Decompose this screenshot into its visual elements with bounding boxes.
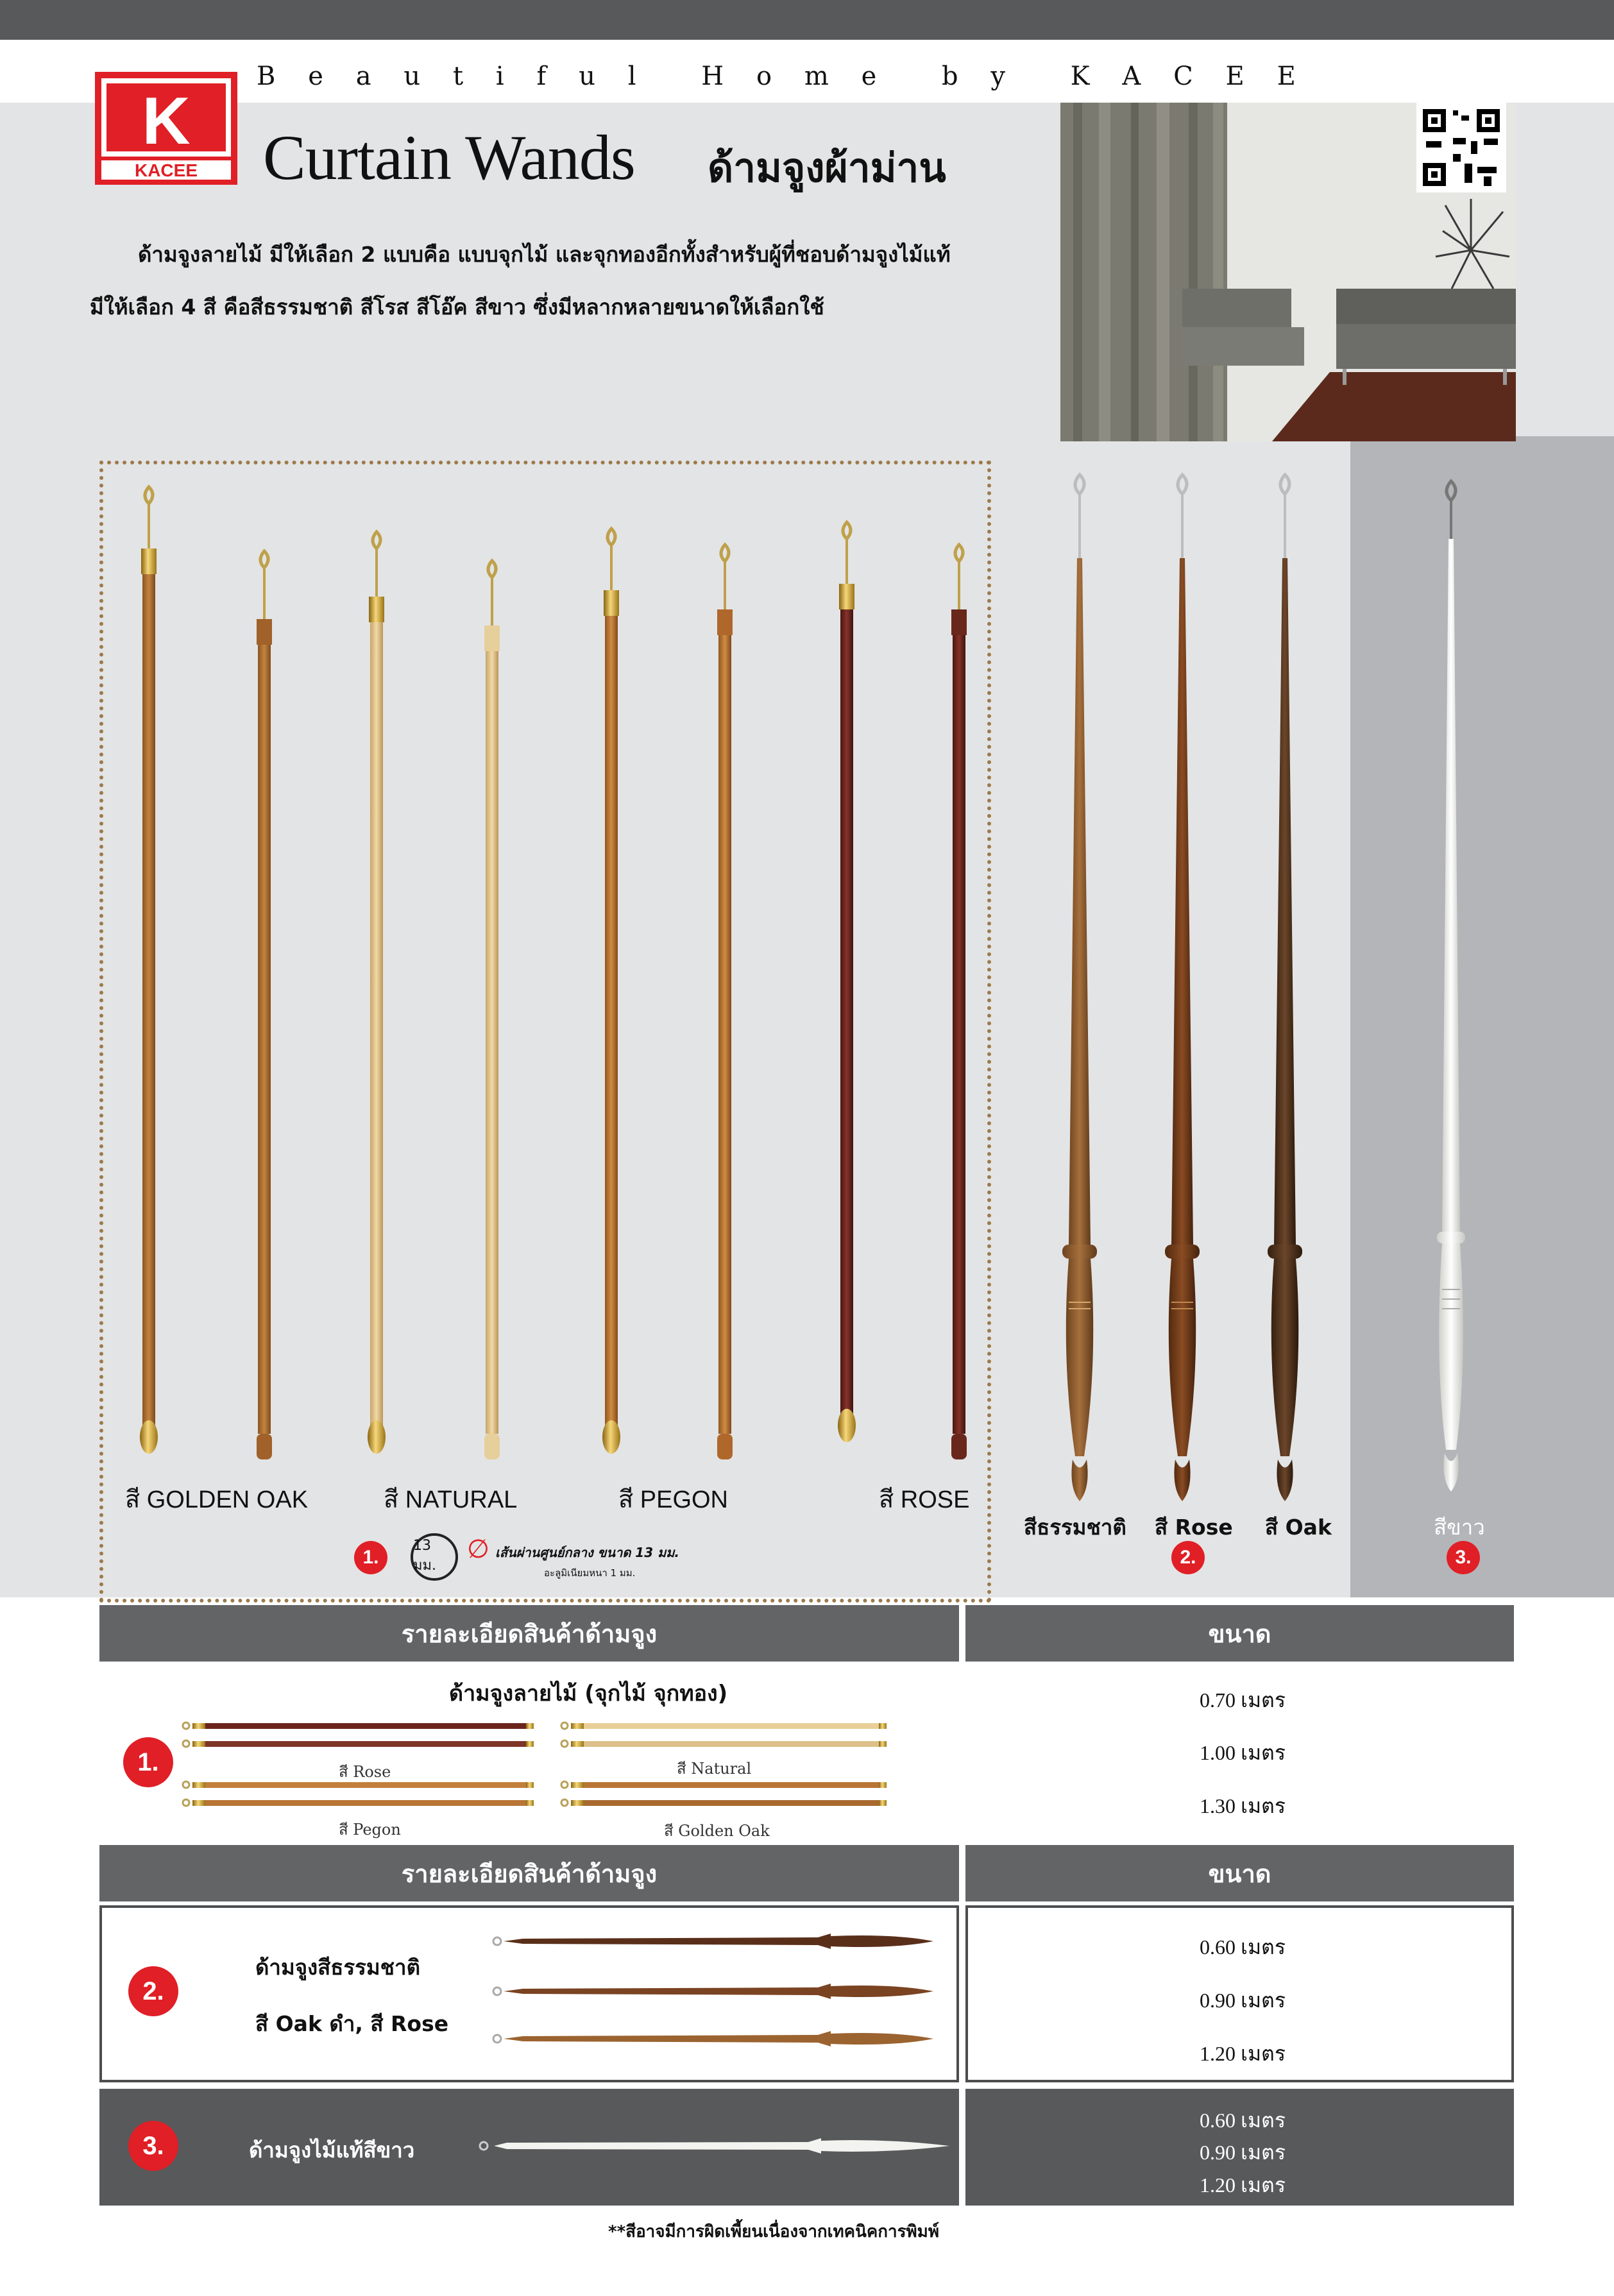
diameter-note: เส้นผ่านศูนย์กลาง ขนาด 13 มม. <box>495 1545 680 1560</box>
label-rose-wood: สี Rose <box>1155 1515 1233 1540</box>
badge-3: 3. <box>1447 1541 1480 1574</box>
row3-wand-swatch <box>475 2133 962 2159</box>
room-photo <box>1060 103 1516 441</box>
label-natural: สี NATURAL <box>384 1486 518 1513</box>
wand-white-tapered <box>1437 481 1465 1492</box>
table2-header-detail: รายละเอียดสินค้าด้ามจูง <box>99 1845 959 1901</box>
thickness-note: อะลูมิเนียมหนา 1 มม. <box>544 1567 636 1579</box>
row2-badge: 2. <box>128 1966 178 2016</box>
wand-golden-oak-wood-cap <box>257 551 272 1459</box>
wand-rose-gold-cap <box>838 522 856 1442</box>
row2-size-2: 0.90 เมตร <box>1200 1989 1286 2012</box>
swatch-natural-2 <box>561 1740 887 1747</box>
row1-size-1: 0.70 เมตร <box>1200 1688 1286 1712</box>
swatch-rose-wand <box>493 1984 933 1999</box>
table2-header-size: ขนาด <box>965 1845 1514 1901</box>
table1-header-detail: รายละเอียดสินค้าด้ามจูง <box>99 1605 959 1662</box>
kacee-logo <box>95 72 237 185</box>
wand-rose-wood-cap <box>951 545 967 1459</box>
row1-label-rose: สี Rose <box>339 1763 391 1781</box>
row3-size-3: 1.20 เมตร <box>1200 2173 1286 2197</box>
row3-badge: 3. <box>128 2121 178 2171</box>
row2-subtitle: สี Oak ดำ, สี Rose <box>255 2011 449 2036</box>
footnote: **สีอาจมีการผิดเพี้ยนเนื่องจากเทคนิคการพิมพ์ <box>608 2222 939 2241</box>
intro-line-1: ด้ามจูงลายไม้ มีให้เลือก 2 แบบคือ แบบจุกไม้ และจุกทองอีกทั้งสำหรับผู้ที่ชอบด้ามจูงไม้แท้ <box>138 242 951 267</box>
swatch-oak-wand <box>493 1934 933 1949</box>
badge-1: 1. <box>354 1541 387 1574</box>
row1-label-golden-oak: สี Golden Oak <box>664 1822 770 1840</box>
page-title-thai: ด้ามจูงผ้าม่าน <box>708 144 946 191</box>
row1-size-2: 1.00 เมตร <box>1200 1741 1286 1764</box>
intro-line-2: มีให้เลือก 4 สี คือสีธรรมชาติ สีโรส สีโอ๊ค สีขาว ซึ่งมีหลากหลายขนาดให้เลือกใช้ <box>90 294 824 319</box>
swatch-golden-oak-2 <box>561 1799 887 1806</box>
label-oak-wood: สี Oak <box>1265 1515 1332 1540</box>
wand-oak-tapered <box>1268 475 1302 1501</box>
row3-size-2: 0.90 เมตร <box>1200 2141 1286 2164</box>
table1-header-size: ขนาด <box>965 1605 1514 1662</box>
row1-badge: 1. <box>123 1737 173 1787</box>
row1-label-pegon: สี Pegon <box>339 1821 401 1839</box>
label-pegon: สี PEGON <box>618 1486 728 1513</box>
wand-rose-tapered <box>1165 475 1200 1501</box>
label-natural-wood: สีธรรมชาติ <box>1024 1515 1126 1540</box>
row3-title: ด้ามจูงไม้แท้สีขาว <box>249 2138 415 2163</box>
row2-size-3: 1.20 เมตร <box>1200 2042 1286 2065</box>
swatch-rose <box>183 1722 534 1729</box>
curtain <box>1060 103 1227 441</box>
tagline: B e a u t i f u l H o m e b y K A C E E <box>257 62 1296 91</box>
qr-code <box>1416 103 1506 192</box>
label-golden-oak: สี GOLDEN OAK <box>125 1486 309 1513</box>
row1-title: ด้ามจูงลายไม้ (จุกไม้ จุกทอง) <box>449 1681 728 1706</box>
logo-text: KACEE <box>134 160 198 180</box>
wand-natural-tapered <box>1062 475 1097 1501</box>
row3-size-1: 0.60 เมตร <box>1200 2109 1286 2132</box>
wand-natural-wood-cap <box>484 561 500 1459</box>
row1-label-natural: สี Natural <box>677 1760 752 1778</box>
wand-pegon-gold-cap <box>602 529 620 1454</box>
page-title: Curtain Wands <box>263 122 635 193</box>
swatch-pegon-2 <box>183 1799 534 1806</box>
badge-2: 2. <box>1171 1541 1205 1574</box>
row2-title: ด้ามจูงสีธรรมชาติ <box>255 1955 421 1980</box>
wand-illustrations <box>0 449 1614 1540</box>
swatch-natural <box>561 1722 887 1729</box>
row1-size-3: 1.30 เมตร <box>1200 1794 1286 1817</box>
swatch-rose-2 <box>183 1740 534 1747</box>
logo-letter: K <box>142 84 191 158</box>
wand-natural-gold-cap <box>368 532 386 1454</box>
label-white-wood: สีขาว <box>1434 1515 1485 1540</box>
label-rose: สี ROSE <box>879 1486 970 1513</box>
diameter-icon: ∅ <box>467 1535 489 1564</box>
top-bar <box>0 0 1614 40</box>
row1-wand-swatches <box>180 1713 911 1848</box>
swatch-golden-oak <box>561 1782 887 1788</box>
row2-size-1: 0.60 เมตร <box>1200 1935 1286 1959</box>
chaise <box>1182 289 1304 366</box>
wand-golden-oak-gold-cap <box>140 487 158 1454</box>
swatch-natural-wand <box>493 2031 933 2046</box>
diameter-circle: 13 มม. <box>411 1533 458 1581</box>
row2-wand-swatches <box>484 1925 946 2053</box>
wand-pegon-wood-cap <box>717 545 733 1459</box>
